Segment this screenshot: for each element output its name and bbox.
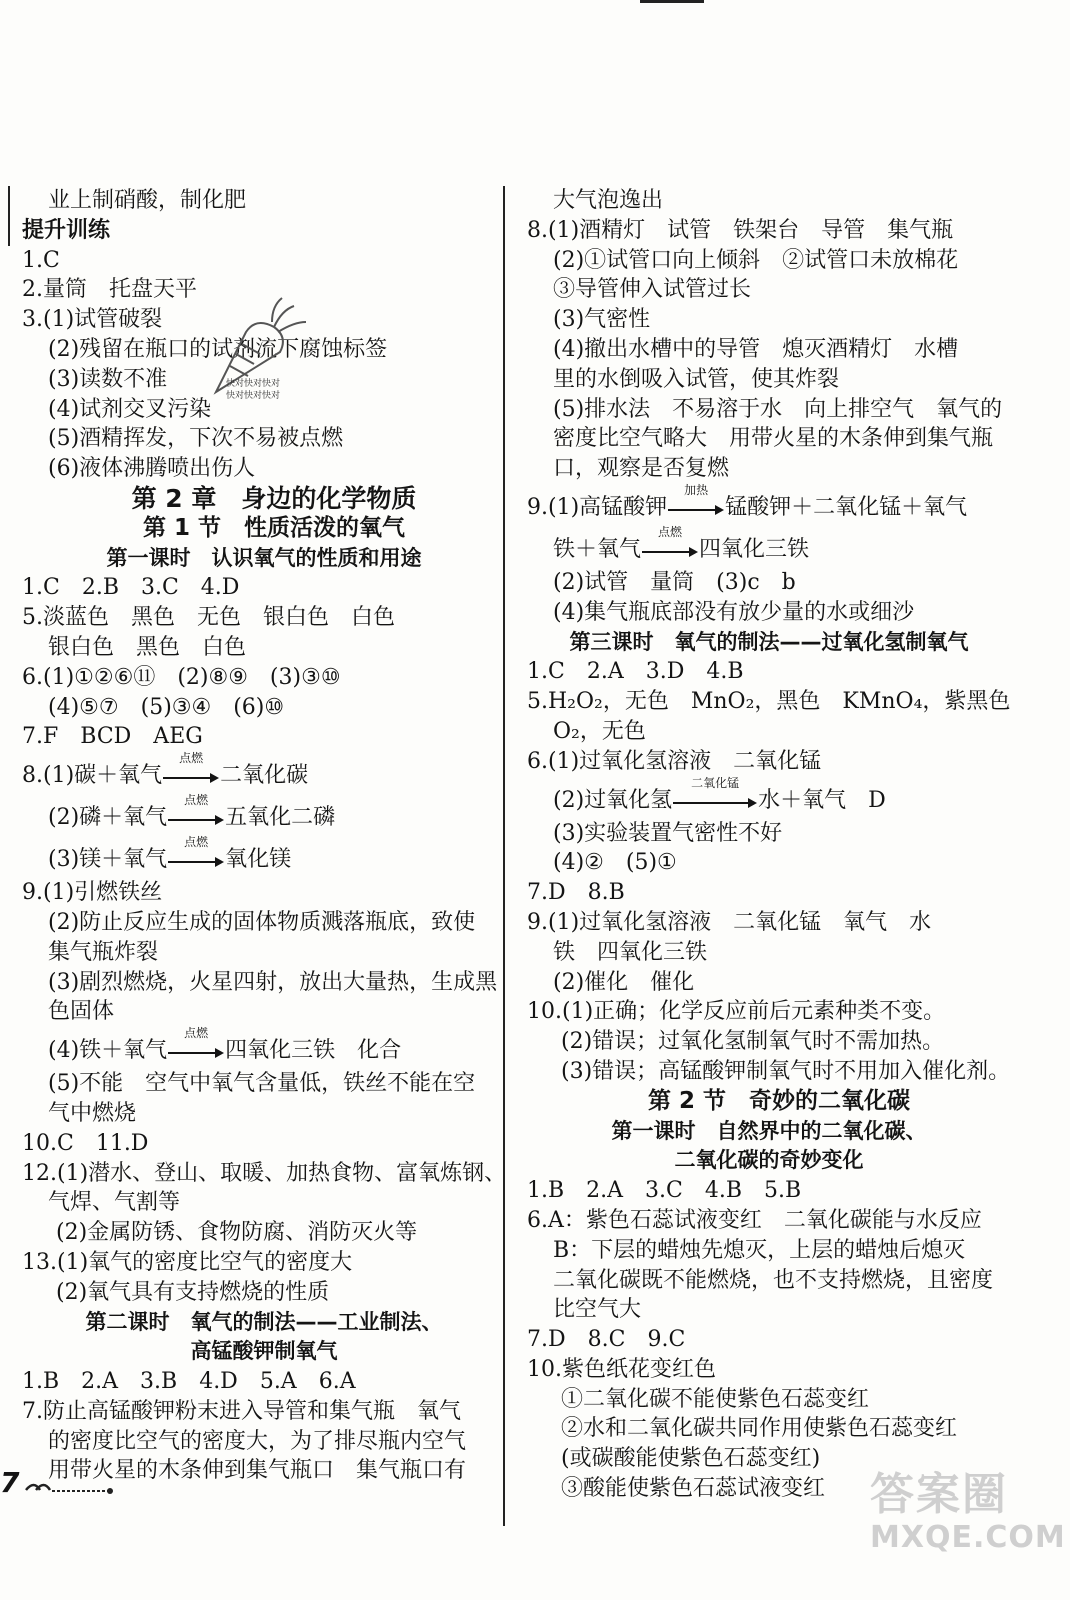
- page-flourish-icon: [24, 1476, 114, 1496]
- answer-line: 9.(1)过氧化氢溶液 二氧化锰 氧气 水: [527, 909, 932, 935]
- lesson-title: 高锰酸钾制氧气: [190, 1339, 338, 1364]
- reaction-condition: 点燃: [184, 793, 209, 808]
- answer-line: 1.C: [22, 247, 60, 273]
- answer-line: (4)集气瓶底部没有放少量的水或细沙: [553, 599, 915, 625]
- answer-line: 13.(1)氧气的密度比空气的密度大: [22, 1249, 353, 1275]
- answer-line: 密度比空气略大 用带火星的木条伸到集气瓶: [553, 426, 994, 452]
- answer-line: 的密度比空气的密度大，为了排尽瓶内空气: [48, 1428, 467, 1454]
- answer-line: (或碳酸能使紫色石蕊变红): [561, 1446, 821, 1472]
- answer-line: (5)排水法 不易溶于水 向上排空气 氧气的: [553, 396, 1003, 422]
- equation-reactants: 9.(1)高锰酸钾: [527, 494, 668, 520]
- equation-line: [513, 526, 1005, 568]
- equation-line: [8, 1027, 500, 1069]
- answer-line: ②水和二氧化碳共同作用使紫色石蕊变红: [561, 1416, 958, 1442]
- answer-line: (2)试管 量筒 (3)c b: [553, 569, 796, 595]
- answer-line: (5)不能 空气中氧气含量低，铁丝不能在空: [48, 1071, 476, 1097]
- answer-line: (5)酒精挥发，下次不易被点燃: [48, 426, 344, 452]
- answer-line: (3)错误；高锰酸钾制氧气时不用加入催化剂。: [561, 1058, 1011, 1084]
- equation-line: [513, 484, 1005, 526]
- equation-reactants: 8.(1)碳＋氧气: [22, 763, 163, 789]
- answer-line: 6.(1)①②⑥⑪ (2)⑧⑨ (3)③⑩: [22, 664, 341, 690]
- reaction-arrow-icon: [168, 1026, 224, 1064]
- section-label: 提升训练: [22, 217, 111, 243]
- answer-line: 口，观察是否复燃: [553, 456, 730, 482]
- equation-products: 五氧化二磷: [225, 805, 336, 831]
- lesson-title: 第一课时 认识氧气的性质和用途: [106, 545, 422, 570]
- answer-line: 7.F BCD AEG: [22, 724, 203, 750]
- answer-line: ③酸能使紫色石蕊试液变红: [561, 1476, 826, 1502]
- answer-line: 银白色 黑色 白色: [48, 634, 247, 660]
- answer-line: 10.紫色纸花变红色: [527, 1356, 716, 1382]
- equation-products: 四氧化三铁 化合: [225, 1038, 402, 1064]
- reaction-arrow-icon: [168, 835, 224, 873]
- answer-line: ③导管伸入试管过长: [553, 277, 752, 303]
- reaction-arrow-icon: [163, 751, 219, 789]
- reaction-condition: 点燃: [658, 524, 683, 539]
- answer-line: O₂，无色: [553, 718, 646, 744]
- reaction-arrow-icon: [168, 793, 224, 831]
- reaction-arrow-icon: [642, 524, 698, 563]
- section-title: 第 2 节 奇妙的二氧化碳: [647, 1087, 911, 1114]
- answer-line: 里的水倒吸入试管，使其炸裂: [553, 366, 840, 392]
- equation-line: [8, 794, 500, 836]
- answer-line: (3)读数不准: [48, 366, 168, 392]
- equation-reactants: (3)镁＋氧气: [48, 847, 168, 873]
- lesson-title: 第一课时 自然界中的二氧化碳、: [611, 1118, 927, 1143]
- answer-line: (3)气密性: [553, 307, 651, 333]
- equation-reactants: (2)磷＋氧气: [48, 805, 168, 831]
- right-column: [513, 186, 1011, 1504]
- answer-line: 8.(1)酒精灯 试管 铁架台 导管 集气瓶: [527, 217, 954, 243]
- equation-products: 二氧化碳: [220, 763, 309, 789]
- answer-line: 6.A：紫色石蕊试液变红 二氧化碳能与水反应: [527, 1207, 982, 1233]
- answer-line: 7.防止高锰酸钾粉末进入导管和集气瓶 氧气: [22, 1398, 461, 1424]
- reaction-arrow-icon: [673, 775, 757, 814]
- answer-line: 3.(1)试管破裂: [22, 307, 163, 333]
- answer-line: 气中燃烧: [48, 1100, 137, 1126]
- answer-line: (6)液体沸腾喷出伤人: [48, 456, 256, 482]
- answer-line: 10.C 11.D: [22, 1130, 149, 1156]
- lesson-title: 第二课时 氧气的制法——工业制法、: [85, 1309, 443, 1334]
- chapter-title: 第 2 章 身边的化学物质: [131, 483, 417, 513]
- column-divider: [503, 186, 505, 1526]
- answer-line: 集气瓶炸裂: [48, 939, 159, 965]
- answer-line: 5.淡蓝色 黑色 无色 银白色 白色: [22, 605, 395, 631]
- answer-line: (2)防止反应生成的固体物质溅落瓶底，致使: [48, 909, 476, 935]
- answer-line: 1.C 2.B 3.C 4.D: [22, 575, 240, 601]
- equation-reactants: 铁＋氧气: [553, 536, 642, 562]
- answer-line: 7.D 8.C 9.C: [527, 1327, 686, 1353]
- answer-line: 比空气大: [553, 1297, 642, 1323]
- lesson-title: 二氧化碳的奇妙变化: [674, 1148, 864, 1173]
- answer-line: (4)试剂交叉污染: [48, 396, 212, 422]
- answer-line: (2)催化 催化: [553, 969, 695, 995]
- answer-line: 9.(1)引燃铁丝: [22, 880, 163, 906]
- answer-line: (4)② (5)①: [553, 850, 677, 876]
- answer-line: B：下层的蜡烛先熄灭，上层的蜡烛后熄灭: [553, 1237, 966, 1263]
- equation-line: [513, 777, 1005, 819]
- sticker-text-2: 快对快对快对: [226, 391, 281, 401]
- top-edge-mark: [640, 0, 704, 3]
- answer-line: 12.(1)潜水、登山、取暖、加热食物、富氧炼钢、: [22, 1160, 507, 1186]
- answer-line: (3)实验装置气密性不好: [553, 820, 783, 846]
- page-number: 7: [0, 1466, 20, 1499]
- reaction-condition: 二氧化锰: [691, 775, 740, 790]
- answer-line: (4)⑤⑦ (5)③④ (6)⑩: [48, 694, 285, 720]
- reaction-condition: 点燃: [184, 1026, 209, 1041]
- answer-line: 用带火星的木条伸到集气瓶口 集气瓶口有: [48, 1458, 467, 1484]
- equation-line: [8, 752, 500, 794]
- reaction-condition: 加热: [684, 482, 709, 497]
- answer-line: 二氧化碳既不能燃烧，也不支持燃烧，且密度: [553, 1267, 994, 1293]
- answer-line: 业上制硝酸，制化肥: [48, 188, 247, 213]
- answer-line: 1.B 2.A 3.C 4.B 5.B: [527, 1178, 802, 1204]
- answer-line: 铁 四氧化三铁: [553, 939, 708, 965]
- equation-reactants: (4)铁＋氧气: [48, 1038, 168, 1064]
- watermark-logo: 答案圈: [870, 1469, 1008, 1520]
- answer-line: 2.量筒 托盘天平: [22, 277, 197, 303]
- answer-line: 色固体: [48, 999, 115, 1025]
- answer-line: (2)氧气具有支持燃烧的性质: [56, 1279, 330, 1305]
- sticker-text-1: 快对快对快对: [226, 379, 281, 389]
- answer-line: 5.H₂O₂，无色 MnO₂，黑色 KMnO₄，紫黑色: [527, 689, 1011, 715]
- reaction-condition: 点燃: [179, 751, 204, 766]
- equation-products: 四氧化三铁: [699, 536, 810, 562]
- section-title: 第 1 节 性质活泼的氧气: [142, 514, 406, 541]
- lesson-title: 第三课时 氧气的制法——过氧化氢制氧气: [569, 629, 969, 654]
- watermark-url: MXQE.COM: [870, 1520, 1066, 1555]
- answer-line: 6.(1)过氧化氢溶液 二氧化锰: [527, 748, 822, 774]
- answer-line: 1.C 2.A 3.D 4.B: [527, 659, 744, 685]
- equation-products: 锰酸钾＋二氧化锰＋氧气: [725, 494, 968, 520]
- carrot-sticker-icon: [196, 292, 316, 412]
- answer-line: (2)①试管口向上倾斜 ②试管口未放棉花: [553, 247, 959, 273]
- answer-line: 10.(1)正确；化学反应前后元素种类不变。: [527, 999, 946, 1025]
- equation-products: 氧化镁: [225, 847, 292, 873]
- equation-line: [8, 836, 500, 878]
- answer-line: (2)残留在瓶口的试剂流下腐蚀标签: [48, 336, 388, 362]
- answer-line: 气焊、气割等: [48, 1190, 181, 1216]
- answer-line: 大气泡逸出: [553, 188, 664, 213]
- equation-products: 水＋氧气 D: [758, 787, 886, 813]
- answer-line: 7.D 8.B: [527, 880, 625, 906]
- answer-line: (3)剧烈燃烧，火星四射，放出大量热，生成黑: [48, 969, 498, 995]
- answer-line: ①二氧化碳不能使紫色石蕊变红: [561, 1386, 870, 1412]
- answer-line: (4)撤出水槽中的导管 熄灭酒精灯 水槽: [553, 336, 959, 362]
- reaction-condition: 点燃: [184, 835, 209, 850]
- reaction-arrow-icon: [668, 482, 724, 521]
- equation-reactants: (2)过氧化氢: [553, 787, 673, 813]
- answer-line: (2)金属防锈、食物防腐、消防灭火等: [56, 1220, 418, 1246]
- watermark: [870, 1470, 1066, 1556]
- answer-line: (2)错误；过氧化氢制氧气时不需加热。: [561, 1029, 945, 1055]
- answer-line: 1.B 2.A 3.B 4.D 5.A 6.A: [22, 1369, 356, 1395]
